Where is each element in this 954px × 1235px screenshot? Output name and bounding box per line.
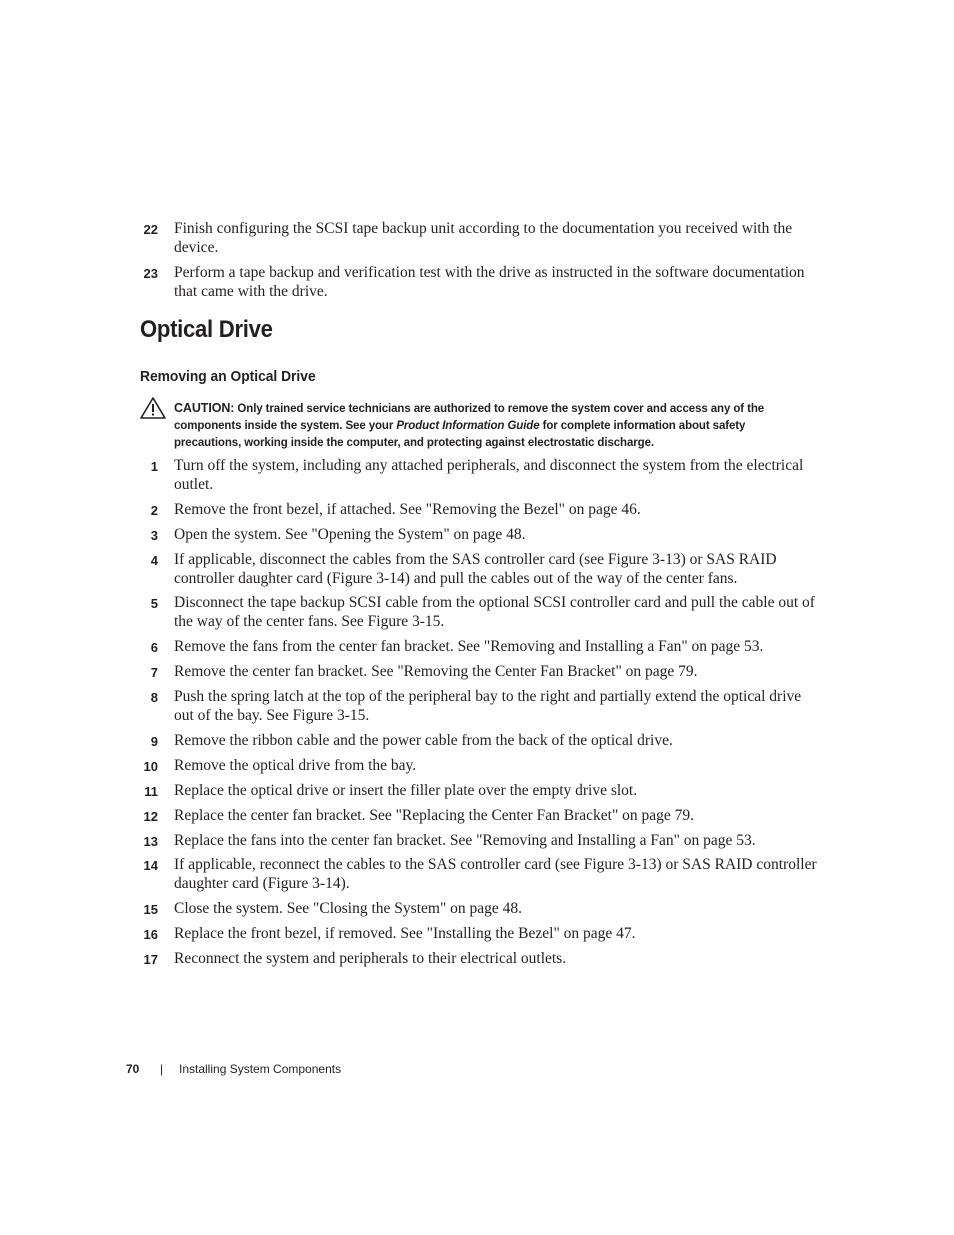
- step-number: 1: [150, 459, 158, 474]
- caution-label: CAUTION:: [174, 401, 235, 415]
- step-text: Remove the front bezel, if attached. See "Removing the Bezel" on page 46.: [174, 501, 641, 518]
- step-number: 17: [143, 952, 158, 967]
- step-text: Reconnect the system and peripherals to their electrical outlets.: [174, 950, 567, 967]
- step-text: Turn off the system, including any attached peripherals, and disconnect the system from the electrical outlet.: [174, 457, 804, 493]
- step-text: Perform a tape backup and verification test with the drive as instructed in the software documentation that came with the drive.: [174, 264, 805, 300]
- step-number: 9: [150, 734, 158, 749]
- caution-body-start: Only trained service technicians are authorized to remove the system cover and access any of the components inside the system. See your: [174, 403, 765, 432]
- step-text: Replace the fans into the center fan bracket. See "Removing and Installing a Fan" on page 53.: [174, 832, 756, 849]
- caution-text: [174, 400, 814, 452]
- step-text: Close the system. See "Closing the System" on page 48.: [174, 900, 523, 917]
- step-text: Replace the center fan bracket. See "Replacing the Center Fan Bracket" on page 79.: [174, 807, 695, 824]
- step-number: 6: [150, 640, 158, 655]
- step-number: 22: [143, 222, 158, 237]
- warning-triangle-icon: [139, 396, 167, 420]
- step-text: Remove the fans from the center fan bracket. See "Removing and Installing a Fan" on page 53.: [174, 638, 764, 655]
- step-text: Remove the ribbon cable and the power cable from the back of the optical drive.: [174, 732, 673, 749]
- step-text: Replace the front bezel, if removed. See "Installing the Bezel" on page 47.: [174, 925, 636, 942]
- step-number: 8: [150, 690, 158, 705]
- step-text: Push the spring latch at the top of the peripheral bay to the right and partially extend the optical drive out of the bay. See Figure 3-15.: [174, 688, 802, 724]
- guide-title: Product Information Guide: [396, 420, 540, 432]
- step-text: Remove the center fan bracket. See "Removing the Center Fan Bracket" on page 79.: [174, 663, 698, 680]
- subsection-heading: Removing an Optical Drive: [140, 368, 316, 385]
- footer-section-title: Installing System Components: [179, 1062, 342, 1076]
- step-text: Finish configuring the SCSI tape backup unit according to the documentation you received with the device.: [174, 220, 793, 256]
- step-text: Disconnect the tape backup SCSI cable from the optional SCSI controller card and pull the cable out of the way of the center fans. See Figure 3-15.: [174, 594, 815, 630]
- step-number: 12: [143, 809, 158, 824]
- section-heading: Optical Drive: [140, 316, 273, 343]
- step-number: 16: [143, 927, 158, 942]
- step-number: 2: [150, 503, 158, 518]
- step-number: 10: [143, 759, 158, 774]
- step-number: 11: [144, 784, 158, 799]
- step-text: Remove the optical drive from the bay.: [174, 757, 417, 774]
- step-number: 23: [143, 266, 158, 281]
- step-number: 3: [150, 528, 158, 543]
- page-number: 70: [126, 1062, 140, 1076]
- step-number: 5: [150, 596, 158, 611]
- step-text: Replace the optical drive or insert the filler plate over the empty drive slot.: [174, 782, 638, 799]
- step-text: If applicable, disconnect the cables from the SAS controller card (see Figure 3-13) or SAS RAID controller daughter card (Figure 3-14) and pull the cables out of the way of the center fans.: [174, 551, 777, 587]
- step-number: 13: [143, 834, 158, 849]
- step-text: Open the system. See "Opening the System" on page 48.: [174, 526, 526, 543]
- step-number: 15: [143, 902, 158, 917]
- caution-body-end: for complete information about safety precautions, working inside the computer, and protecting against electrostatic discharge.: [174, 420, 746, 449]
- footer-separator: |: [160, 1062, 164, 1076]
- step-number: 4: [150, 553, 158, 568]
- step-number: 14: [143, 858, 158, 873]
- step-text: If applicable, reconnect the cables to the SAS controller card (see Figure 3-13) or SAS RAID controller daughter card (Figure 3-14).: [174, 856, 817, 892]
- step-number: 7: [150, 665, 158, 680]
